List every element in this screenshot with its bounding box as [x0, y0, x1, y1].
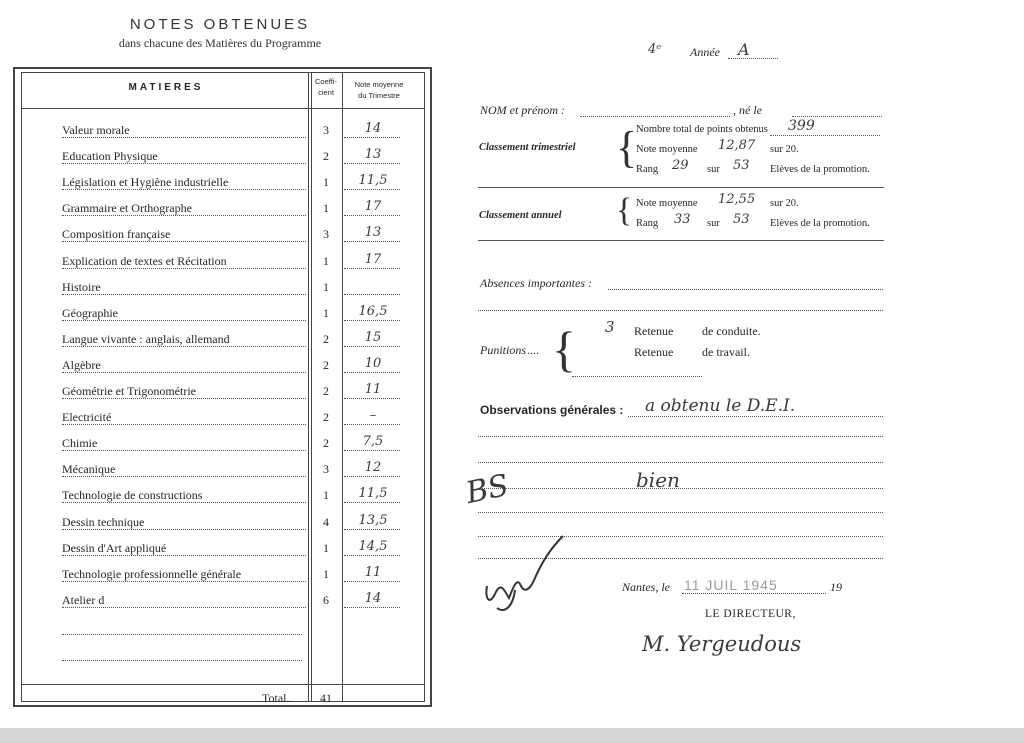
ne-label: , né le [733, 103, 762, 117]
note-line [344, 346, 400, 347]
header-coefficient: Coeffi- cient [315, 77, 337, 97]
nom-label: NOM et prénom : [480, 103, 565, 117]
year-suffix: 19 [830, 580, 842, 594]
note-line [344, 424, 400, 425]
note-value: 17 [364, 199, 382, 214]
note-line [344, 607, 400, 608]
total-value: 41 [320, 691, 332, 705]
note-value: 13 [364, 147, 382, 162]
subject-name: Algèbre [62, 358, 101, 372]
note-value: 11,5 [358, 486, 388, 501]
coefficient-value: 3 [323, 227, 329, 241]
note-value: 16,5 [358, 304, 388, 319]
note-line [344, 215, 400, 216]
coefficient-value: 1 [323, 306, 329, 320]
punitions-dots: .... [527, 343, 539, 357]
annuel-rang-value: 33 [674, 212, 691, 227]
subject-name: Grammaire et Orthographe [62, 201, 192, 215]
coefficient-value: 1 [323, 254, 329, 268]
note-line [344, 450, 400, 451]
coefficient-value: 2 [323, 149, 329, 163]
eleves-label: Elèves de la promotion. [770, 164, 870, 175]
note-line [344, 555, 400, 556]
director-signature: M. Yergeudous [642, 632, 802, 656]
sur-label: sur [707, 164, 720, 175]
coefficient-value: 1 [323, 280, 329, 294]
column-divider [308, 72, 309, 702]
annuel-note-label: Note moyenne [636, 198, 698, 209]
page-title: NOTES OBTENUES [129, 16, 311, 33]
note-value: 14,5 [358, 539, 388, 554]
header-matieres: MATIERES [128, 82, 204, 93]
retenue-conduite-label: Retenue [634, 324, 674, 338]
paraph-signature [475, 528, 585, 618]
retenue-count: 3 [605, 318, 615, 336]
note-line [344, 581, 400, 582]
retenue-travail-label: Retenue [634, 345, 674, 359]
coefficient-value: 2 [323, 332, 329, 346]
punitions-label: Punitions [480, 343, 527, 357]
brace: { [616, 123, 638, 172]
brace: { [616, 192, 633, 229]
note-value: 12 [364, 460, 382, 475]
subject-name: Technologie professionnelle générale [62, 567, 242, 581]
subject-name: Valeur morale [62, 123, 130, 137]
subject-name: Géographie [62, 306, 118, 320]
observations-label: Observations générales : [480, 403, 624, 417]
note-value: 7,5 [362, 434, 384, 449]
coefficient-value: 2 [323, 384, 329, 398]
subject-name: Langue vivante : anglais, allemand [62, 332, 230, 346]
absences-label: Absences importantes : [480, 276, 592, 290]
coefficient-value: 1 [323, 541, 329, 555]
coefficient-value: 6 [323, 593, 329, 607]
coefficient-value: 3 [323, 123, 329, 137]
subject-name: Histoire [62, 280, 101, 294]
note-value: 10 [364, 356, 382, 371]
conduite-label: de conduite. [702, 324, 761, 338]
annuel-sur-value: 53 [733, 212, 750, 227]
total-points-label: Nombre total de points obtenus [636, 124, 768, 135]
subject-name: Explication de textes et Récitation [62, 254, 227, 268]
header-note-moyenne: Note moyenne du Trimestre [354, 80, 404, 100]
total-points-value: 399 [788, 118, 815, 134]
directeur-label: LE DIRECTEUR, [705, 608, 796, 620]
subject-name: Education Physique [62, 149, 158, 163]
coefficient-value: 1 [323, 567, 329, 581]
note-value: 11 [364, 565, 382, 580]
note-value: 11,5 [358, 173, 388, 188]
note-line [344, 398, 400, 399]
subject-name: Atelier d [62, 593, 105, 607]
total-points-line [770, 135, 880, 136]
note-value: 14 [364, 591, 382, 606]
subject-name: Mécanique [62, 462, 116, 476]
note-value: 13,5 [358, 513, 388, 528]
note-line [344, 372, 400, 373]
annee-line [728, 58, 778, 59]
punitions-line [572, 376, 702, 377]
note-line [344, 268, 400, 269]
subject-name: Chimie [62, 436, 98, 450]
annuel-sur-label: sur [707, 218, 720, 229]
travail-label: de travail. [702, 345, 750, 359]
annuel-note-value: 12,55 [718, 192, 756, 207]
coefficient-value: 4 [323, 515, 329, 529]
annuel-rang-label: Rang [636, 218, 659, 229]
subject-name: Géométrie et Trigonométrie [62, 384, 196, 398]
date-stamp: 11 JUIL 1945 [684, 577, 778, 593]
note-value: 11 [364, 382, 382, 397]
ne-field [792, 116, 882, 117]
total-label: Total.. [262, 691, 293, 705]
subject-name: Electricité [62, 410, 112, 424]
note-line [344, 294, 400, 295]
absences-line-2 [478, 310, 883, 311]
sur-value: 53 [733, 158, 750, 173]
subject-name: Dessin technique [62, 515, 145, 529]
note-line [344, 320, 400, 321]
brace: { [552, 321, 576, 377]
subject-name: Composition française [62, 227, 171, 241]
empty-row-line [62, 660, 302, 661]
annee-label: Année [690, 45, 720, 59]
header-divider [21, 108, 425, 109]
annuel-sur-20: sur 20. [770, 198, 799, 209]
coefficient-value: 2 [323, 358, 329, 372]
coefficient-value: 2 [323, 410, 329, 424]
empty-row-line [62, 634, 302, 635]
sur-20-label: sur 20. [770, 144, 799, 155]
note-line [344, 502, 400, 503]
observations-line-2 [478, 436, 883, 437]
absences-line [608, 289, 883, 290]
coefficient-value: 1 [323, 175, 329, 189]
observations-value: a obtenu le D.E.I. [645, 396, 796, 416]
scan-edge [0, 728, 1024, 743]
rang-label: Rang [636, 164, 659, 175]
note-moyenne-value: 12,87 [718, 138, 756, 153]
note-line [344, 137, 400, 138]
observations-line-4 [478, 488, 883, 489]
coefficient-value: 1 [323, 201, 329, 215]
note-value: 13 [364, 225, 382, 240]
classement-trimestriel-label: Classement trimestriel [479, 142, 576, 153]
observations-line-5 [478, 512, 883, 513]
note-line [344, 163, 400, 164]
annee-number: 4ᵉ [648, 42, 662, 57]
note-moyenne-label: Note moyenne [636, 144, 698, 155]
divider [478, 240, 884, 241]
rang-value: 29 [672, 158, 689, 173]
observations-line-3 [478, 462, 883, 463]
remark-value: bien [636, 468, 680, 492]
subject-name: Législation et Hygiène industrielle [62, 175, 229, 189]
note-line [344, 529, 400, 530]
note-value: 15 [364, 330, 382, 345]
classement-annuel-label: Classement annuel [479, 210, 562, 221]
coefficient-value: 1 [323, 488, 329, 502]
coefficient-value: 2 [323, 436, 329, 450]
note-value: – [369, 408, 377, 423]
note-value: 17 [364, 252, 382, 267]
divider [478, 187, 884, 188]
observations-line [628, 416, 883, 417]
note-value: 14 [364, 121, 382, 136]
note-line [344, 241, 400, 242]
lieu-label: Nantes, le [622, 580, 670, 594]
annuel-eleves: Elèves de la promotion. [770, 218, 870, 229]
note-line [344, 476, 400, 477]
note-line [344, 189, 400, 190]
total-divider [21, 684, 425, 685]
page-subtitle: dans chacune des Matières du Programme [118, 36, 322, 50]
annee-letter: A [738, 40, 750, 59]
coefficient-value: 3 [323, 462, 329, 476]
nom-field [580, 116, 730, 117]
date-line [682, 593, 826, 594]
subject-name: Technologie de constructions [62, 488, 203, 502]
initials: BS [462, 467, 512, 512]
subject-name: Dessin d'Art appliqué [62, 541, 167, 555]
